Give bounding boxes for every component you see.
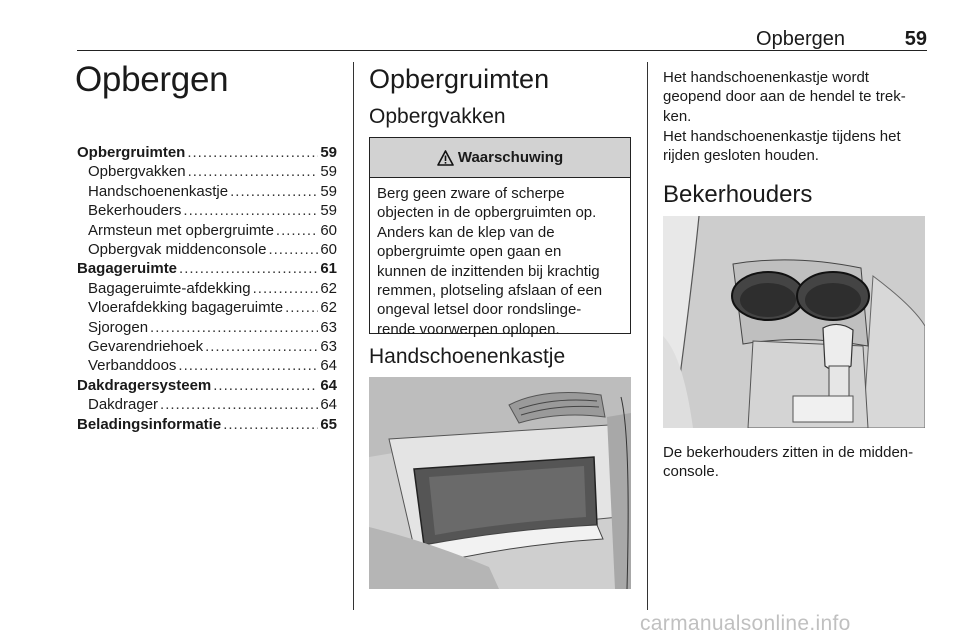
toc-leader-dots <box>213 376 318 395</box>
toc-entry-label: Beladingsinformatie <box>77 415 222 433</box>
toc-entry-page: 59 <box>320 202 337 220</box>
text-line: ken. <box>663 107 692 125</box>
toc-leader-dots <box>205 337 318 356</box>
toc-leader-dots <box>183 201 318 220</box>
toc-leader-dots <box>253 279 319 298</box>
toc-entry[interactable] <box>77 259 337 278</box>
subheading-opbergvakken: Opbergvakken <box>369 105 506 128</box>
toc-entry-label: Bagageruimte-afdekking <box>88 279 251 297</box>
text-line: console. <box>663 463 719 481</box>
glovebox-illustration <box>369 377 631 589</box>
toc-entry[interactable] <box>77 279 337 298</box>
warning-line: rende voorwerpen oplopen. <box>377 320 560 338</box>
warning-header <box>370 138 630 178</box>
page-number: 59 <box>904 28 927 50</box>
text-line: geopend door aan de hendel te trek- <box>663 88 906 106</box>
toc-leader-dots <box>178 356 318 375</box>
toc-leader-dots <box>150 318 318 337</box>
toc-entry-page: 61 <box>320 260 337 278</box>
toc-entry[interactable] <box>77 395 337 414</box>
header-rule <box>77 50 927 51</box>
toc-leader-dots <box>285 298 318 317</box>
cupholder-illustration <box>663 216 925 428</box>
warning-title: Waarschuwing <box>457 149 564 166</box>
toc-entry[interactable] <box>77 240 337 259</box>
toc-entry-label: Dakdragersysteem <box>77 376 212 394</box>
toc-entry[interactable] <box>77 318 337 337</box>
toc-leader-dots <box>188 162 319 181</box>
toc-entry[interactable] <box>77 162 337 181</box>
toc-entry-label: Dakdrager <box>88 396 159 414</box>
toc-entry-label: Opbergvak middenconsole <box>88 241 267 259</box>
toc-entry-page: 65 <box>320 415 337 433</box>
toc-entry-page: 64 <box>320 357 337 375</box>
toc-leader-dots <box>160 395 318 414</box>
toc-entry[interactable] <box>77 201 337 220</box>
paragraph-opening <box>663 68 933 126</box>
warning-triangle-icon <box>437 150 454 166</box>
toc-leader-dots <box>187 143 318 162</box>
toc-entry-label: Gevarendriehoek <box>88 338 204 356</box>
toc-entry-label: Opbergvakken <box>88 163 186 181</box>
toc-entry[interactable] <box>77 221 337 240</box>
toc-entry[interactable] <box>77 376 337 395</box>
toc-entry-label: Sjorogen <box>88 318 149 336</box>
running-head <box>600 28 927 50</box>
toc-entry[interactable] <box>77 356 337 375</box>
toc-entry-label: Handschoenenkastje <box>88 182 229 200</box>
cupholder-caption <box>663 443 933 482</box>
toc-entry-page: 63 <box>320 338 337 356</box>
warning-line: Berg geen zware of scherpe <box>377 185 565 202</box>
toc-leader-dots <box>230 182 318 201</box>
toc-entry[interactable] <box>77 182 337 201</box>
text-line: Het handschoenenkastje tijdens het <box>663 128 901 145</box>
toc-entry-page: 64 <box>320 396 337 414</box>
table-of-contents <box>77 143 337 434</box>
toc-entry-label: Armsteun met opbergruimte <box>88 221 274 239</box>
toc-entry[interactable] <box>77 415 337 434</box>
toc-leader-dots <box>276 221 318 240</box>
warning-line: kunnen de inzittenden bij krachtig <box>377 262 600 280</box>
toc-entry[interactable] <box>77 337 337 356</box>
toc-entry-page: 60 <box>320 221 337 239</box>
toc-entry-page: 63 <box>320 318 337 336</box>
toc-entry-label: Vloerafdekking bagageruimte <box>88 299 284 317</box>
warning-line: objecten in de opbergruimten op. <box>377 204 597 222</box>
paragraph-closed-while-driving <box>663 127 933 166</box>
warning-text <box>370 178 630 339</box>
toc-entry[interactable] <box>77 143 337 162</box>
toc-entry-page: 59 <box>320 182 337 200</box>
toc-leader-dots <box>268 240 318 259</box>
toc-leader-dots <box>223 415 318 434</box>
text-line: Het handschoenenkastje wordt <box>663 69 869 86</box>
toc-entry-label: Bekerhouders <box>88 202 182 220</box>
toc-entry[interactable] <box>77 298 337 317</box>
toc-entry-page: 60 <box>320 241 337 259</box>
toc-entry-page: 59 <box>320 163 337 181</box>
warning-line: Anders kan de klep van de <box>377 223 555 241</box>
toc-entry-label: Bagageruimte <box>77 260 178 278</box>
toc-entry-page: 59 <box>320 144 337 161</box>
text-line: De bekerhouders zitten in de midden- <box>663 444 914 461</box>
warning-box <box>369 137 631 338</box>
section-heading-handschoenenkastje: Handschoenenkastje <box>369 345 566 368</box>
toc-entry-label: Opbergruimten <box>77 144 186 161</box>
warning-line: opbergruimte open gaan en <box>377 243 562 261</box>
toc-entry-page: 62 <box>320 279 337 297</box>
toc-entry-label: Verbanddoos <box>88 357 177 375</box>
chapter-title: Opbergen <box>75 60 229 99</box>
section-heading-opbergruimten: Opbergruimten <box>369 64 550 94</box>
toc-leader-dots <box>179 259 318 278</box>
toc-entry-page: 64 <box>320 376 337 394</box>
text-line: rijden gesloten houden. <box>663 147 819 165</box>
running-head-title: Opbergen <box>756 28 845 50</box>
warning-line: remmen, plotseling afslaan of een <box>377 282 603 300</box>
warning-line: ongeval letsel door rondslinge- <box>377 301 582 319</box>
toc-entry-page: 62 <box>320 299 337 317</box>
column-divider-1 <box>353 62 354 610</box>
section-heading-bekerhouders: Bekerhouders <box>663 181 813 208</box>
watermark: carmanualsonline.info <box>640 612 851 635</box>
column-divider-2 <box>647 62 648 610</box>
